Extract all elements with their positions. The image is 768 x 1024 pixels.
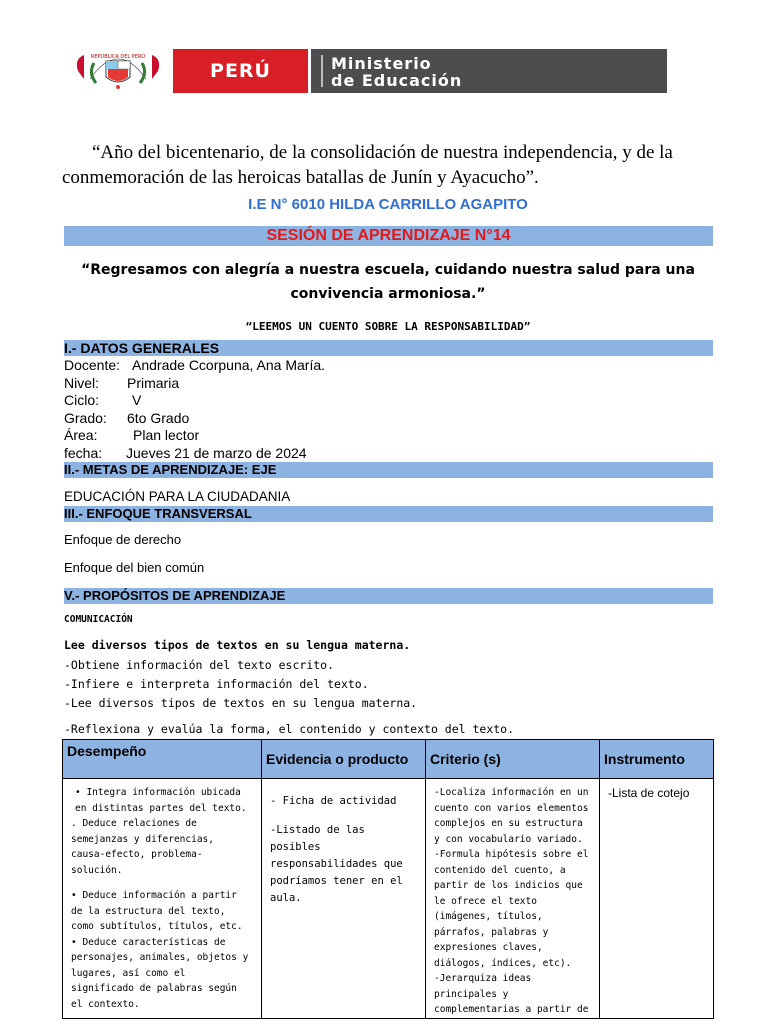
year-motto: “Año del bicentenario, de la consolidación de nuestra independencia, y de la conmemoración de las heroicas batallas de Junín y Ayacucho”. (62, 142, 673, 188)
area-label: COMUNICACIÓN (64, 614, 133, 625)
ministry-name-line1: Ministerio (331, 54, 432, 73)
section-heading-transversal-approach: III.- ENFOQUE TRANSVERSAL (64, 506, 713, 522)
evidencia-cell: - Ficha de actividad -Listado de las posibles responsabilidades que podríamos tener en el aula. (262, 779, 426, 1019)
goals-axis: EDUCACIÓN PARA LA CIUDADANIA (64, 489, 291, 504)
header-criterio: Criterio (s) (426, 740, 600, 779)
section-heading-goals: II.- METAS DE APRENDIZAJE: EJE (64, 462, 713, 478)
svg-text:REPÚBLICA DEL PERÚ: REPÚBLICA DEL PERÚ (90, 54, 146, 60)
instrumento-cell: -Lista de cotejo (600, 779, 714, 1019)
approach-item: Enfoque del bien común (64, 560, 205, 575)
header-desempeno: Desempeño (63, 740, 262, 779)
ministry-banner (311, 49, 667, 93)
school-name: I.E N° 6010 HILDA CARRILLO AGAPITO (248, 196, 528, 213)
ministry-name-line2: de Educación (331, 71, 463, 90)
section-heading-general-data: I.- DATOS GENERALES (64, 340, 713, 356)
header-instrumento: Instrumento (600, 740, 714, 779)
header-evidencia: Evidencia o producto (262, 740, 426, 779)
criterio-cell: -Localiza información en un cuento con varios elementos complejos en su estructura y con vocabulario variado. -Formula hipótesis sobre el contenido del cuento, a partir de los indicios que le ofrece el texto (imágenes, títulos, párrafos, palabras y expresiones claves, diálogos, índices, etc). -Jerarquiza ideas principales y complementarias a partir de (426, 779, 600, 1019)
reading-title: “LEEMOS UN CUENTO SOBRE LA RESPONSABILIDAD” (245, 320, 531, 333)
session-subtitle: “Regresamos con alegría a nuestra escuela, cuidando nuestra salud para una convivencia armoniosa.” (81, 262, 695, 302)
capacities-list: -Obtiene información del texto escrito. -Infiere e interpreta información del texto. -Lee diversos tipos de textos en su lengua materna. -Reflexiona y evalúa la forma, el contenido y contexto del texto. (64, 658, 515, 736)
peru-banner: PERÚ (173, 49, 308, 93)
section-heading-learning-purposes: V.- PROPÓSITOS DE APRENDIZAJE (64, 588, 713, 604)
desempeno-cell: • Integra información ubicada en distintas partes del texto. . Deduce relaciones de semejanzas y diferencias, causa-efecto, problema-solución. • Deduce información a partir de la estructura del texto, como subtítulos, títulos, etc. • Deduce características de personajes, animales, objetos y lugares, así como el significado de palabras según el contexto. (63, 779, 262, 1019)
peru-coat-of-arms-logo (70, 49, 166, 93)
performance-table (62, 739, 714, 1019)
competence: Lee diversos tipos de textos en su lengua materna. (64, 638, 411, 652)
general-data-list: Docente: Andrade Ccorpuna, Ana María. Nivel: Primaria Ciclo: V Grado: 6to Grado Área: Plan lector fecha: Jueves 21 de marzo de 2024 (64, 357, 326, 461)
session-title: SESIÓN DE APRENDIZAJE N°14 (266, 227, 511, 244)
approach-item: Enfoque de derecho (64, 532, 182, 547)
